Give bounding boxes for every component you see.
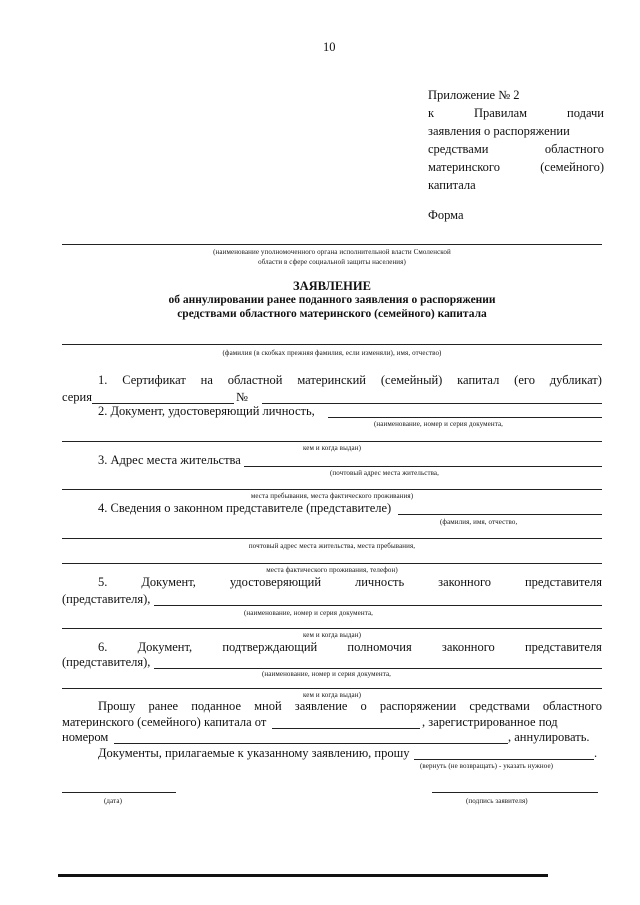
identity-document-field[interactable]	[328, 417, 602, 418]
document-subtitle-1: об аннулировании ранее поданного заявления о распоряжении	[168, 294, 496, 306]
request-line-4-end: .	[594, 746, 598, 760]
item-3-caption-1: (почтовый адрес места жительства,	[330, 469, 439, 477]
document-subtitle-2: средствами областного материнского (семейного) капитала	[177, 308, 487, 320]
appendix-line-2: к Правилам подачи	[428, 106, 604, 120]
representative-field[interactable]	[398, 514, 602, 515]
request-line-3b: , аннулировать.	[508, 730, 590, 744]
representative-field-3[interactable]	[62, 563, 602, 564]
appendix-line-5: материнского (семейного)	[428, 160, 604, 174]
item-2-caption-1: (наименование, номер и серия документа,	[374, 420, 503, 428]
item-5-line-2: (представителя),	[62, 592, 151, 606]
request-line-4: Документы, прилагаемые к указанному заявлению, прошу	[98, 746, 410, 760]
request-line-2b: , зарегистрированное под	[422, 715, 558, 729]
item-4-label: 4. Сведения о законном представителе (представителе)	[98, 501, 392, 515]
item-6-line: 6. Документ, подтверждающий полномочия законного представителя	[98, 640, 602, 654]
item-5-caption-2: кем и когда выдан)	[302, 631, 362, 639]
item-6-caption-2: кем и когда выдан)	[302, 691, 362, 699]
item-5-caption-1: (наименование, номер и серия документа,	[244, 609, 373, 617]
item-3-caption-2: места пребывания, места фактического проживания)	[250, 492, 414, 500]
document-title: ЗАЯВЛЕНИЕ	[293, 279, 371, 293]
authority-document-field-2[interactable]	[62, 688, 602, 689]
item-6-line-2: (представителя),	[62, 655, 151, 669]
request-line-2a: материнского (семейного) капитала от	[62, 715, 267, 729]
representative-document-field[interactable]	[154, 605, 602, 606]
signature-caption: (подпись заявителя)	[466, 797, 528, 805]
series-label: серия	[62, 390, 92, 404]
item-2-caption-2: кем и когда выдан)	[302, 444, 362, 452]
appendix-line-4: средствами областного	[428, 142, 604, 156]
date-caption: (дата)	[104, 797, 123, 805]
item-4-caption-3: места фактического проживания, телефон)	[266, 566, 398, 574]
item-2-label: 2. Документ, удостоверяющий личность,	[98, 404, 315, 418]
authority-caption-1: (наименование уполномоченного органа исполнительной власти Смоленской	[213, 248, 451, 256]
registration-number-field[interactable]	[114, 743, 508, 744]
applicant-name-caption: (фамилия (в скобках прежняя фамилия, если изменяли), имя, отчество)	[222, 349, 442, 357]
item-4-caption-2: почтовый адрес места жительства, места пребывания,	[248, 542, 416, 550]
appendix-title: Приложение № 2	[428, 88, 520, 102]
identity-document-field-2[interactable]	[62, 441, 602, 442]
residence-address-field[interactable]	[244, 466, 602, 467]
item-3-label: 3. Адрес места жительства	[98, 453, 241, 467]
request-line-4-caption: (вернуть (не возвращать) - указать нужное)	[420, 762, 554, 770]
item-4-caption-1: (фамилия, имя, отчество,	[440, 518, 518, 526]
item-1-line: 1. Сертификат на областной материнский (семейный) капитал (его дубликат)	[98, 373, 602, 387]
number-label: №	[236, 390, 248, 404]
authority-document-field[interactable]	[154, 668, 602, 669]
representative-field-2[interactable]	[62, 538, 602, 539]
request-line-3a: номером	[62, 730, 109, 744]
applicant-name-field[interactable]	[62, 344, 602, 345]
representative-document-field-2[interactable]	[62, 628, 602, 629]
appendix-line-3: заявления о распоряжении	[428, 124, 570, 138]
page-number: 10	[323, 40, 336, 54]
signature-field[interactable]	[432, 792, 598, 793]
bottom-rule	[58, 874, 548, 877]
residence-address-field-2[interactable]	[62, 489, 602, 490]
item-6-caption-1: (наименование, номер и серия документа,	[262, 670, 391, 678]
item-5-line: 5. Документ, удостоверяющий личность законного представителя	[98, 575, 602, 589]
authority-caption-2: области в сфере социальной защиты населения)	[258, 258, 406, 266]
authority-name-field[interactable]	[62, 244, 602, 245]
date-field[interactable]	[62, 792, 176, 793]
request-line-1: Прошу ранее поданное мной заявление о распоряжении средствами областного	[98, 699, 602, 713]
form-label: Форма	[428, 208, 464, 222]
documents-return-field[interactable]	[414, 759, 594, 760]
application-date-field[interactable]	[272, 728, 420, 729]
appendix-line-6: капитала	[428, 178, 476, 192]
